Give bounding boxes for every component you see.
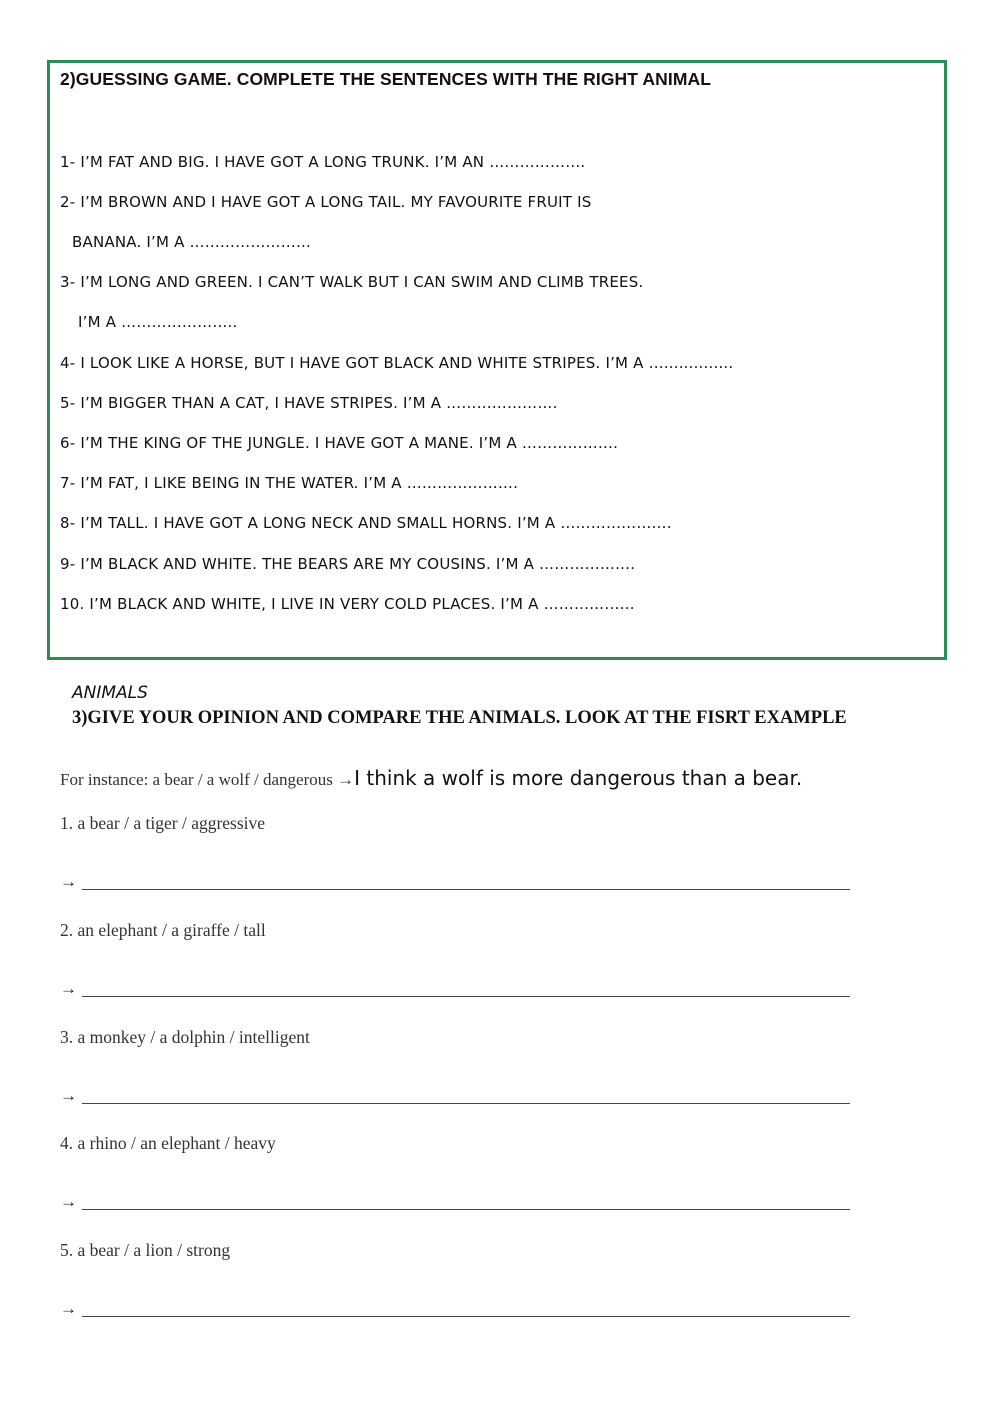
guess-line-2-cont: BANANA. I’M A ……………………	[72, 233, 312, 251]
example-prompt: For instance: a bear / a wolf / dangerous	[60, 770, 338, 789]
guess-line-9: 9- I’M BLACK AND WHITE. THE BEARS ARE MY COUSINS. I’M A ……………….	[60, 555, 636, 573]
compare-item-4: 4. a rhino / an elephant / heavy	[60, 1133, 276, 1153]
section3-title: 3)GIVE YOUR OPINION AND COMPARE THE ANIMALS. LOOK AT THE FISRT EXAMPLE	[72, 708, 847, 728]
compare-item-1: 1. a bear / a tiger / aggressive	[60, 813, 266, 833]
arrow-icon: →	[60, 872, 77, 891]
section2-title: 2)GUESSING GAME. COMPLETE THE SENTENCES WITH THE RIGHT ANIMAL	[60, 69, 712, 89]
answer-line-2[interactable]	[60, 981, 850, 1001]
guess-line-1: 1- I’M FAT AND BIG. I HAVE GOT A LONG TRUNK. I’M AN ……………….	[60, 153, 586, 171]
guess-line-3: 3- I’M LONG AND GREEN. I CAN’T WALK BUT I CAN SWIM AND CLIMB TREES.	[60, 273, 644, 291]
example-sentence	[60, 766, 802, 790]
write-line	[82, 1316, 850, 1317]
arrow-icon: →	[60, 979, 77, 998]
arrow-icon: →	[60, 1086, 77, 1105]
write-line	[82, 996, 850, 997]
arrow-icon: →	[60, 1299, 77, 1318]
example-answer: I think a wolf is more dangerous than a bear.	[354, 766, 803, 790]
write-line	[82, 889, 850, 890]
compare-item-3: 3. a monkey / a dolphin / intelligent	[60, 1027, 310, 1047]
animals-label: ANIMALS	[72, 683, 148, 703]
guess-line-8: 8- I’M TALL. I HAVE GOT A LONG NECK AND SMALL HORNS. I’M A ………………….	[60, 514, 672, 532]
guess-line-4: 4- I LOOK LIKE A HORSE, BUT I HAVE GOT BLACK AND WHITE STRIPES. I’M A …..............	[60, 354, 734, 372]
compare-item-2: 2. an elephant / a giraffe / tall	[60, 920, 266, 940]
compare-item-5: 5. a bear / a lion / strong	[60, 1240, 231, 1260]
answer-line-3[interactable]	[60, 1088, 850, 1108]
guess-line-5: 5- I’M BIGGER THAN A CAT, I HAVE STRIPES. I’M A ………………….	[60, 394, 558, 412]
arrow-icon: →	[60, 1192, 77, 1211]
answer-line-1[interactable]	[60, 874, 850, 894]
write-line	[82, 1103, 850, 1104]
arrow-icon: →	[337, 770, 355, 789]
answer-line-4[interactable]	[60, 1194, 850, 1214]
guess-line-2: 2- I’M BROWN AND I HAVE GOT A LONG TAIL. MY FAVOURITE FRUIT IS	[60, 193, 592, 211]
write-line	[82, 1209, 850, 1210]
guess-line-3-cont: I’M A …………………..	[78, 313, 238, 331]
guess-line-7: 7- I’M FAT, I LIKE BEING IN THE WATER. I’M A ………………….	[60, 474, 519, 492]
answer-line-5[interactable]	[60, 1301, 850, 1321]
guess-line-6: 6- I’M THE KING OF THE JUNGLE. I HAVE GOT A MANE. I’M A ……………….	[60, 434, 619, 452]
guess-line-10: 10. I’M BLACK AND WHITE, I LIVE IN VERY COLD PLACES. I’M A ………………	[60, 595, 635, 613]
